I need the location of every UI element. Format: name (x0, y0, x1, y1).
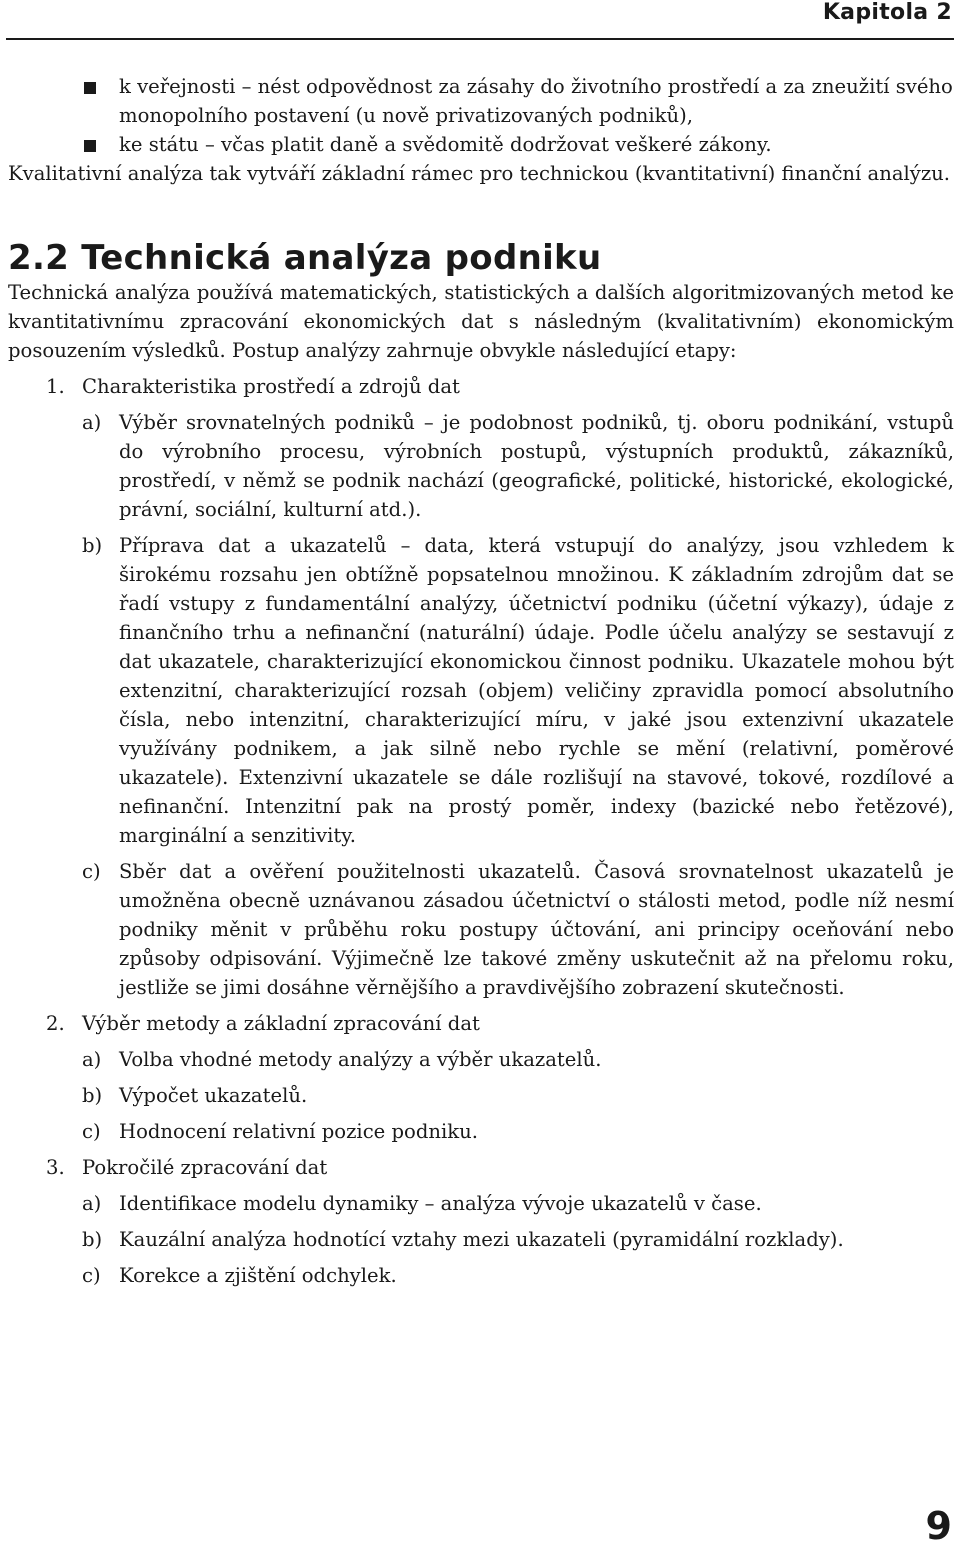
step-text: Pokročilé zpracování dat (82, 1156, 328, 1179)
sub-item (8, 531, 954, 850)
sub-text: Volba vhodné metody analýzy a výběr ukazatelů. (119, 1048, 602, 1071)
sub-item (8, 1189, 954, 1218)
bullet-list (8, 72, 954, 159)
step-item (8, 1153, 954, 1182)
sub-item (8, 1045, 954, 1074)
sub-label: c) (82, 860, 101, 883)
sub-text: Hodnocení relativní pozice podniku. (119, 1120, 478, 1143)
intro-paragraph: Kvalitativní analýza tak vytváří základní rámec pro technickou (kvantitativní) finanční analýzu. (8, 162, 951, 185)
step-number: 2. (46, 1012, 65, 1035)
sub-item (8, 408, 954, 524)
sub-text: Výběr srovnatelných podniků – je podobnost podniků, tj. oboru podnikání, vstupů do výrobního procesu, výrobních postupů, výstupních produktů, zákazníků, prostředí, v němž se podnik nachází (geografické, politické, historické, ekologické, právní, sociální, kulturní atd.). (119, 411, 954, 521)
sub-item (8, 1117, 954, 1146)
sub-item (8, 1081, 954, 1110)
sub-label: c) (82, 1120, 101, 1143)
sub-label: a) (82, 1048, 102, 1071)
sub-label: b) (82, 1228, 103, 1251)
bullet-text: k veřejnosti – nést odpovědnost za zásahy do životního prostředí a za zneužití svého monopolního postavení (u nově privatizovaných podniků), (119, 75, 953, 127)
step-number: 3. (46, 1156, 65, 1179)
sub-text: Sběr dat a ověření použitelnosti ukazatelů. Časová srovnatelnost ukazatelů je umožněna obecně uznávanou zásadou účetnictví o stálosti metod, podle níž nesmí podniky měnit v průběhu roku postupy účtování, ani principy oceňování nebo způsoby odpisování. Výjimečně lze takové změny uskutečnit až na přelomu roku, jestliže se jimi dosáhne věrnějšího a pravdivějšího zobrazení skutečnosti. (119, 860, 954, 999)
step-text: Charakteristika prostředí a zdrojů dat (82, 375, 460, 398)
sub-text: Příprava dat a ukazatelů – data, která vstupují do analýzy, jsou vzhledem k širokému rozsahu jen obtížně popsatelnou množinou. K základním zdrojům dat se řadí vstupy z fundamentální analýzy, účetnictví podniku (účetní výkazy), údaje z finančního trhu a nefinanční (naturální) údaje. Podle účelu analýzy se sestavují z dat ukazatele, charakterizující ekonomickou činnost podniku. Ukazatele mohou být extenzitní, charakterizující rozsah (objem) veličiny zpravidla pomocí absolutního čísla, nebo intenzitní, charakterizující míru, v jaké jsou extenzivní ukazatele využívány podnikem, a jak silně nebo rychle se mění (relativní, poměrové ukazatele). Extenzivní ukazatele se dále rozlišují na stavové, tokové, rozdílové a nefinanční. Intenzitní pak na prostý poměr, indexy (bazické nebo řetězové), marginální a senzitivity. (119, 534, 954, 847)
sub-text: Identifikace modelu dynamiky – analýza vývoje ukazatelů v čase. (119, 1192, 762, 1215)
step-item (8, 372, 954, 401)
step-text: Výběr metody a základní zpracování dat (82, 1012, 480, 1035)
square-bullet-icon (84, 140, 96, 152)
sub-label: b) (82, 1084, 103, 1107)
step-item (8, 1009, 954, 1038)
sub-text: Korekce a zjištění odchylek. (119, 1264, 397, 1287)
sub-label: b) (82, 534, 103, 557)
step-number: 1. (46, 375, 65, 398)
section-paragraph: Technická analýza používá matematických, statistických a dalších algoritmizovaných metod ke kvantitativnímu zpracování ekonomických dat s následným (kvalitativním) ekonomickým posouzením výsledků. Postup analýzy zahrnuje obvykle následující etapy: (8, 281, 954, 362)
chapter-label: Kapitola 2 (822, 0, 952, 25)
sub-label: a) (82, 1192, 102, 1215)
sub-item (8, 857, 954, 1002)
sub-label: c) (82, 1264, 101, 1287)
sub-label: a) (82, 411, 102, 434)
sub-item (8, 1261, 954, 1290)
sub-text: Kauzální analýza hodnotící vztahy mezi ukazateli (pyramidální rozklady). (119, 1228, 844, 1251)
section-heading: 2.2 Technická analýza podniku (8, 238, 602, 278)
bullet-text: ke státu – včas platit daně a svědomitě dodržovat veškeré zákony. (119, 133, 772, 156)
square-bullet-icon (84, 82, 96, 94)
bullet-item (8, 130, 954, 159)
page-number: 9 (925, 1504, 952, 1548)
page-content (8, 72, 954, 1290)
sub-text: Výpočet ukazatelů. (119, 1084, 308, 1107)
sub-item (8, 1225, 954, 1254)
bullet-item (8, 72, 954, 130)
page-header (6, 0, 954, 40)
